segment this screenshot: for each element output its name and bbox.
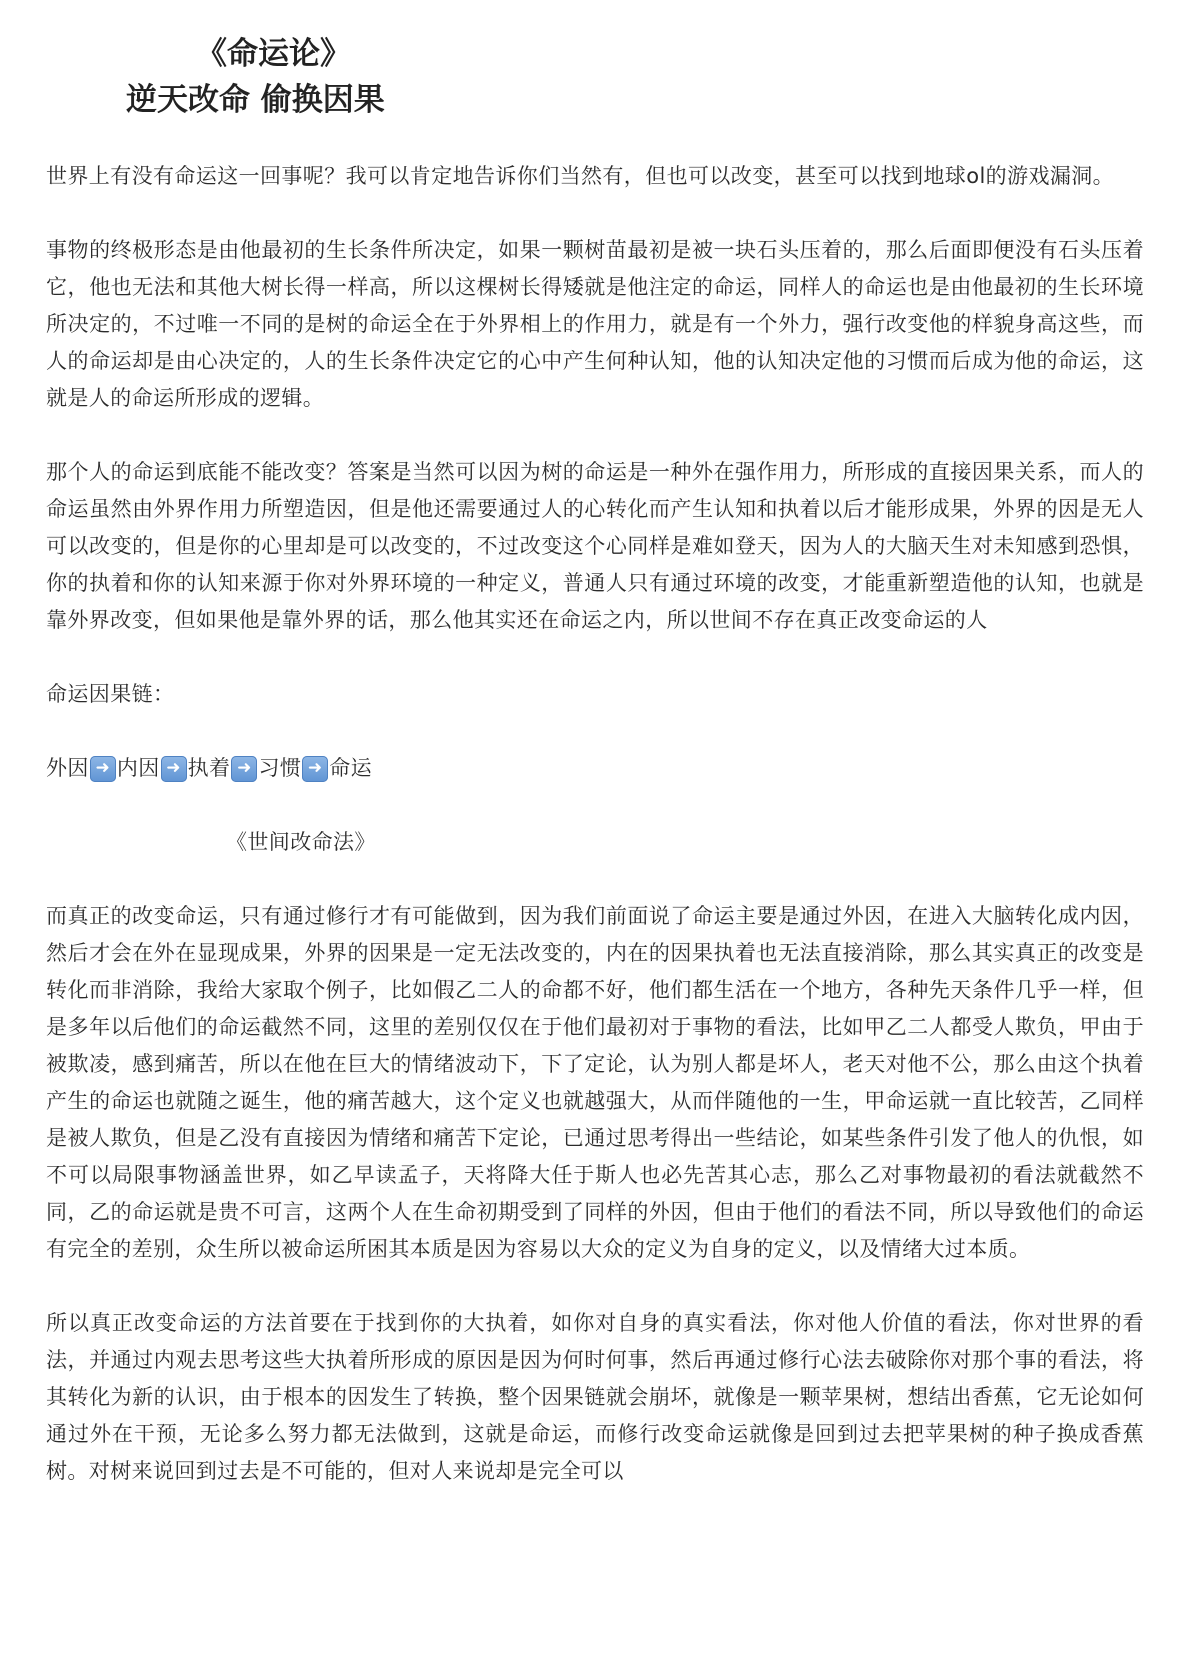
chain-step-external-cause: 外因 xyxy=(46,756,89,780)
chain-label: 命运因果链： xyxy=(46,682,175,706)
paragraph-true-change: 而真正的改变命运，只有通过修行才有可能做到，因为我们前面说了命运主要是通过外因，在进入大脑转化成内因，然后才会在外在显现成果，外界的因果是一定无法改变的，内在的因果执着也无法直接消除，那么其实真正的改变是转化而非消除，我给大家取个例子，比如假乙二人的命都不好，他们都生活在一个地方，各种先天条件几乎一样，但是多年以后他们的命运截然不同，这里的差别仅仅在于他们最初对于事物的看法，比如甲乙二人都受人欺负，甲由于被欺凌，感到痛苦，所以在他在巨大的情绪波动下，下了定论，认为别人都是坏人，老天对他不公，那么由这个执着产生的命运也就随之诞生，他的痛苦越大，这个定义也就越强大，从而伴随他的一生，甲命运就一直比较苦，乙同样是被人欺负，但是乙没有直接因为情绪和痛苦下定论，已通过思考得出一些结论，如某些条件引发了他人的仇恨，如不可以局限事物涵盖世界，如乙早读孟子，天将降大任于斯人也必先苦其心志，那么乙对事物最初的看法就截然不同，乙的命运就是贵不可言，这两个人在生命初期受到了同样的外因，但由于他们的看法不同，所以导致他们的命运有完全的差别，众生所以被命运所困其本质是因为容易以大众的定义为自身的定义，以及情绪大过本质。 xyxy=(46,904,1144,1261)
right-arrow-icon: ➜ xyxy=(302,756,328,782)
chain-step-internal-cause: 内因 xyxy=(116,756,160,780)
main-subtitle: 逆天改命 偷换因果 xyxy=(126,82,385,118)
right-arrow-icon: ➜ xyxy=(90,756,116,782)
chain-step-fate: 命运 xyxy=(329,756,373,780)
paragraph-method: 所以真正改变命运的方法首要在于找到你的大执着，如你对自身的真实看法，你对他人价值的看法，你对世界的看法，并通过内观去思考这些大执着所形成的原因是因为何时何事，然后再通过修行心法去破除你对那个事的看法，将其转化为新的认识，由于根本的因发生了转换，整个因果链就会崩坏，就像是一颗苹果树，想结出香蕉，它无论如何通过外在干预，无论多么努力都无法做到，这就是命运，而修行改变命运就像是回到过去把苹果树的种子换成香蕉树。对树来说回到过去是不可能的，但对人来说却是完全可以 xyxy=(46,1311,1144,1483)
main-title: 《命运论》 xyxy=(196,36,351,72)
paragraph-fate-origin: 事物的终极形态是由他最初的生长条件所决定，如果一颗树苗最初是被一块石头压着的，那么后面即便没有石头压着它，他也无法和其他大树长得一样高，所以这棵树长得矮就是他注定的命运，同样人的命运也是由他最初的生长环境所决定的，不过唯一不同的是树的命运全在于外界相上的作用力，就是有一个外力，强行改变他的样貌身高这些，而人的命运却是由心决定的，人的生长条件决定它的心中产生何种认知，他的认知决定他的习惯而后成为他的命运，这就是人的命运所形成的逻辑。 xyxy=(46,238,1144,410)
chain-step-attachment: 执着 xyxy=(187,756,231,780)
section-subtitle: 《世间改命法》 xyxy=(226,830,376,854)
title-block xyxy=(46,0,1144,128)
paragraph-can-change: 那个人的命运到底能不能改变？答案是当然可以因为树的命运是一种外在强作用力，所形成的直接因果关系，而人的命运虽然由外界作用力所塑造因，但是他还需要通过人的心转化而产生认知和执着以后才能形成果，外界的因是无人可以改变的，但是你的心里却是可以改变的，不过改变这个心同样是难如登天，因为人的大脑天生对未知感到恐惧，你的执着和你的认知来源于你对外界环境的一种定义，普通人只有通过环境的改变，才能重新塑造他的认知，也就是靠外界改变，但如果他是靠外界的话，那么他其实还在命运之内，所以世间不存在真正改变命运的人 xyxy=(46,460,1144,632)
chain-step-habit: 习惯 xyxy=(258,756,302,780)
paragraph-intro: 世界上有没有命运这一回事呢？我可以肯定地告诉你们当然有，但也可以改变，甚至可以找到地球ol的游戏漏洞。 xyxy=(46,164,1115,188)
right-arrow-icon: ➜ xyxy=(231,756,257,782)
right-arrow-icon: ➜ xyxy=(161,756,187,782)
fate-chain xyxy=(46,750,1144,787)
